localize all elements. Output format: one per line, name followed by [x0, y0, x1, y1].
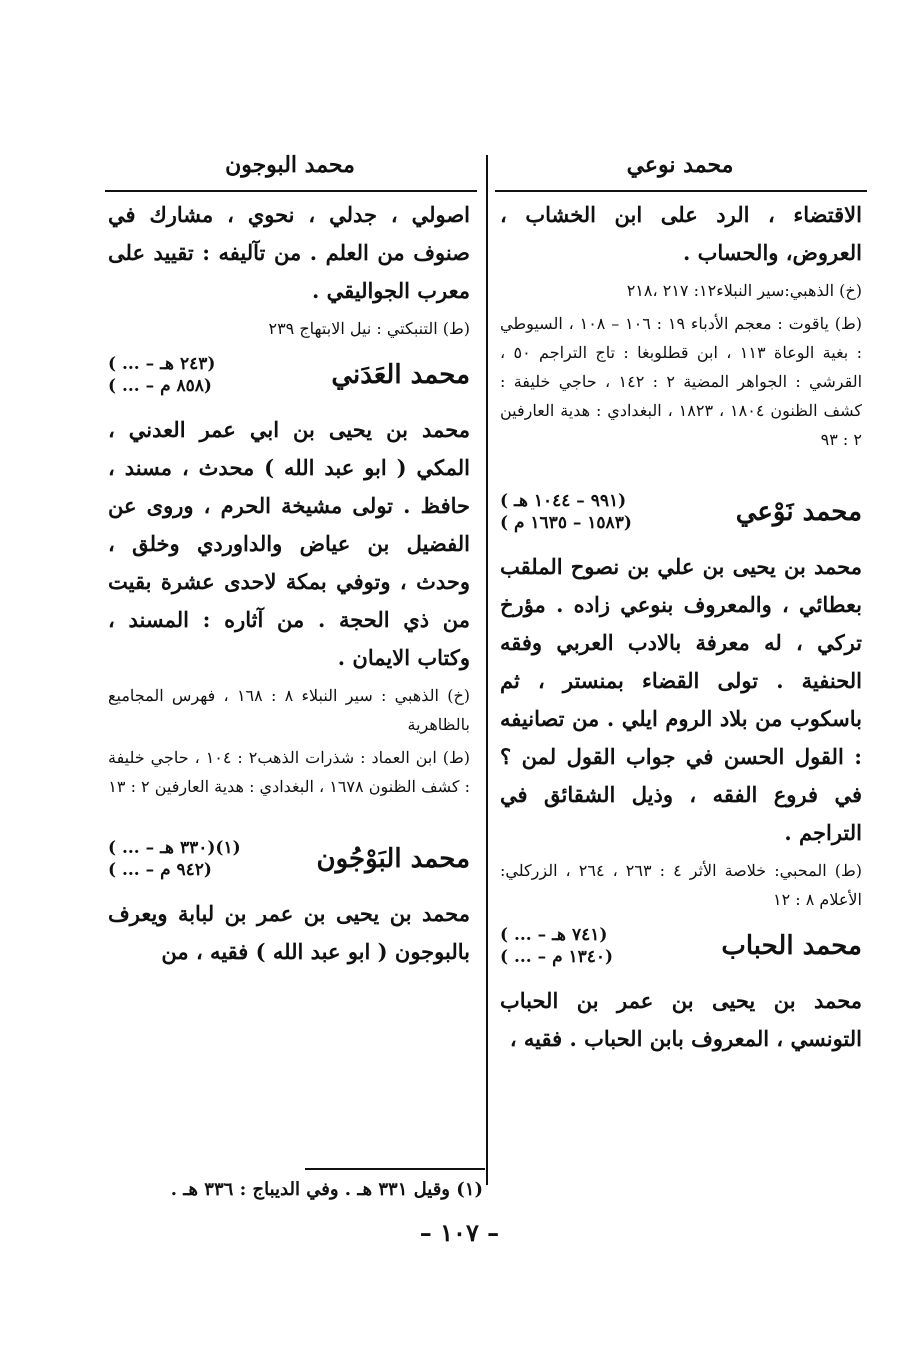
reference-printed: (ط) التنبكتي : نيل الابتهاج ٢٣٩ — [268, 319, 470, 338]
hijri-dates: ( ... – ٣٣٠ هـ)(١) — [108, 838, 241, 858]
continuation-text: الاقتضاء ، الرد على ابن الخشاب ، العروض، والحساب . — [500, 202, 862, 265]
left-column — [108, 196, 470, 971]
entry-name: محمد العَدَني — [331, 360, 470, 390]
header-rule-right — [495, 190, 867, 192]
left-column-title: محمد البوجون — [225, 152, 355, 178]
reference-printed: (ط) ياقوت : معجم الأدباء ١٩ : ١٠٦ – ١٠٨ ، السيوطي : بغية الوعاة ١١٣ ، ابن قطلوبغا : تاج التراجم ٥٠ ، القرشي : الجواهر المضية ٢ : ١٤٢ ، حاجي خليفة : كشف الظنون ١٨٠٤ ، ١٨٢٣ ، البغدادي : هدية العارفين ٢ : ٩٣ — [500, 314, 863, 449]
entry-header-bujun — [108, 837, 470, 881]
hijri-dates: ( ... – ٧٤١ هـ) — [500, 925, 608, 945]
column-divider — [486, 155, 488, 1185]
reference-manuscript: (خ) الذهبي:سير النبلاء١٢: ٢١٧ ،٢١٨ — [626, 281, 862, 300]
entry-name: محمد نَوْعي — [735, 497, 862, 527]
entry-dates — [500, 490, 632, 534]
footnote: (١) وقيل ٣٣١ هـ . وفي الديباج : ٣٣٦ هـ . — [170, 1179, 483, 1200]
right-column — [500, 196, 862, 1058]
page-number: – ١٠٧ – — [419, 1218, 500, 1247]
entry-body: محمد بن يحيى بن عمر بن الحباب التونسي ، المعروف بابن الحباب . فقيه ، — [500, 988, 862, 1051]
hijri-dates: ( ... – ٢٤٣ هـ) — [108, 354, 216, 374]
gregorian-dates: ( ... – ١٣٤٠ م) — [500, 947, 614, 967]
entry-header-habbab — [500, 924, 862, 968]
footnote-rule — [305, 1168, 485, 1170]
entry-body: محمد بن يحيى بن ابي عمر العدني ، المكي ( ابو عبد الله ) محدث ، مسند ، حافظ . تولى مشيخة الحرم ، وروى عن الفضيل بن عياض والداوردي وخلق ، وحدث ، وتوفي بمكة لاحدى عشرة بقيت من ذي الحجة . من آثاره : المسند ، وكتاب الايمان . — [108, 417, 471, 670]
header-rule-left — [105, 190, 477, 192]
hijri-dates: ( ٩٩١ – ١٠٤٤ هـ) — [500, 491, 627, 511]
entry-name: محمد الحباب — [721, 931, 862, 961]
reference-printed: (ط) المحبي: خلاصة الأثر ٤ : ٢٦٣ ، ٢٦٤ ، الزركلي: الأعلام ٨ : ١٢ — [500, 861, 863, 909]
reference-printed: (ط) ابن العماد : شذرات الذهب٢ : ١٠٤ ، حاجي خليفة : كشف الظنون ١٦٧٨ ، البغدادي : هدية العارفين ٢ : ١٣ — [108, 748, 471, 796]
entry-header-nawi — [500, 490, 862, 534]
gregorian-dates: ( ... – ٨٥٨ م) — [108, 376, 212, 396]
reference-manuscript: (خ) الذهبي : سير النبلاء ٨ : ١٦٨ ، فهرس المجاميع بالظاهرية — [108, 686, 471, 734]
entry-body: محمد بن يحيى بن علي بن نصوح الملقب بعطائي ، والمعروف بنوعي زاده . مؤرخ تركي ، له معرفة بالادب العربي وفقه الحنفية . تولى القضاء بمنستر ، ثم باسكوب من بلاد الروم ايلي . من تصانيفه : القول الحسن في جواب القول لمن ؟ في فروع الفقه ، وذيل الشقائق في التراجم . — [500, 554, 862, 845]
entry-dates — [108, 837, 241, 881]
entry-dates — [500, 924, 613, 968]
gregorian-dates: ( ... – ٩٤٢ م) — [108, 860, 212, 880]
entry-body: محمد بن يحيى بن عمر بن لبابة ويعرف بالبوجون ( ابو عبد الله ) فقيه ، من — [108, 901, 470, 964]
entry-dates — [108, 353, 215, 397]
continuation-text: اصولي ، جدلي ، نحوي ، مشارك في صنوف من العلم . من تآليفه : تقييد على معرب الجواليقي . — [108, 202, 470, 303]
entry-header-madani — [108, 353, 470, 397]
entry-name: محمد البَوْجُون — [316, 844, 470, 874]
gregorian-dates: ( ١٥٨٣ – ١٦٣٥ م) — [500, 513, 632, 533]
right-column-title: محمد نوعي — [626, 152, 734, 178]
